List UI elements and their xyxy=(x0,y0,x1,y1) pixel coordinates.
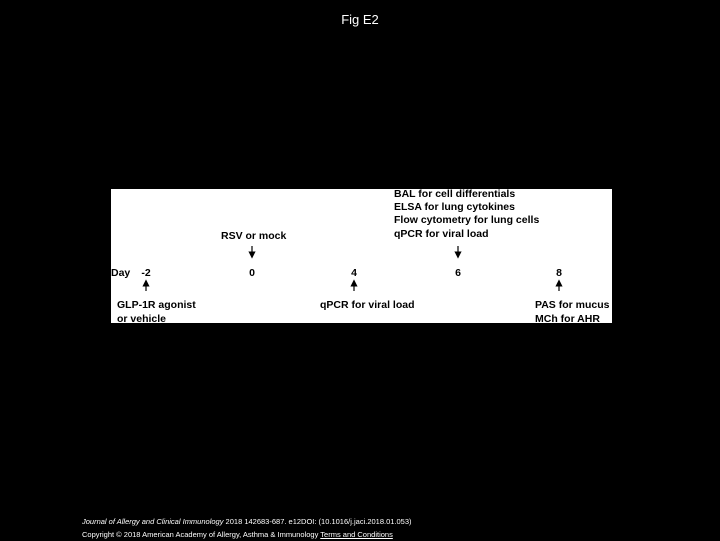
day8-label-1: PAS for mucus xyxy=(535,299,610,311)
day6-label-3: Flow cytometry for lung cells xyxy=(394,214,540,226)
day-tick: -2 xyxy=(141,267,151,279)
day-tick: 0 xyxy=(249,267,255,279)
day-tick: 8 xyxy=(556,267,562,279)
day6-label-1: BAL for cell differentials xyxy=(394,189,516,200)
citation-footer xyxy=(82,515,412,541)
day-axis-label: Day xyxy=(111,267,131,279)
rsv-label: RSV or mock xyxy=(221,230,287,242)
day6-label-2: ELSA for lung cytokines xyxy=(394,201,515,213)
timeline-diagram xyxy=(111,189,612,323)
agonist-label-1: GLP-1R agonist xyxy=(117,299,196,311)
day6-label-4: qPCR for viral load xyxy=(394,228,489,240)
copyright-text: Copyright © 2018 American Academy of Allergy, Asthma & Immunology xyxy=(82,530,319,539)
journal-name: Journal of Allergy and Clinical Immunology xyxy=(82,517,224,526)
day-tick: 6 xyxy=(455,267,461,279)
copyright-line xyxy=(82,528,412,541)
terms-link[interactable]: Terms and Conditions xyxy=(320,530,393,539)
day-tick: 4 xyxy=(351,267,357,279)
citation-text: 2018 142683-687. e12DOI: (10.1016/j.jaci.2018.01.053) xyxy=(223,517,412,526)
figure-title: Fig E2 xyxy=(341,12,379,27)
day8-label-2: MCh for AHR xyxy=(535,313,600,323)
agonist-label-2: or vehicle xyxy=(117,313,167,323)
day4-label: qPCR for viral load xyxy=(320,299,415,311)
citation-line xyxy=(82,515,412,528)
